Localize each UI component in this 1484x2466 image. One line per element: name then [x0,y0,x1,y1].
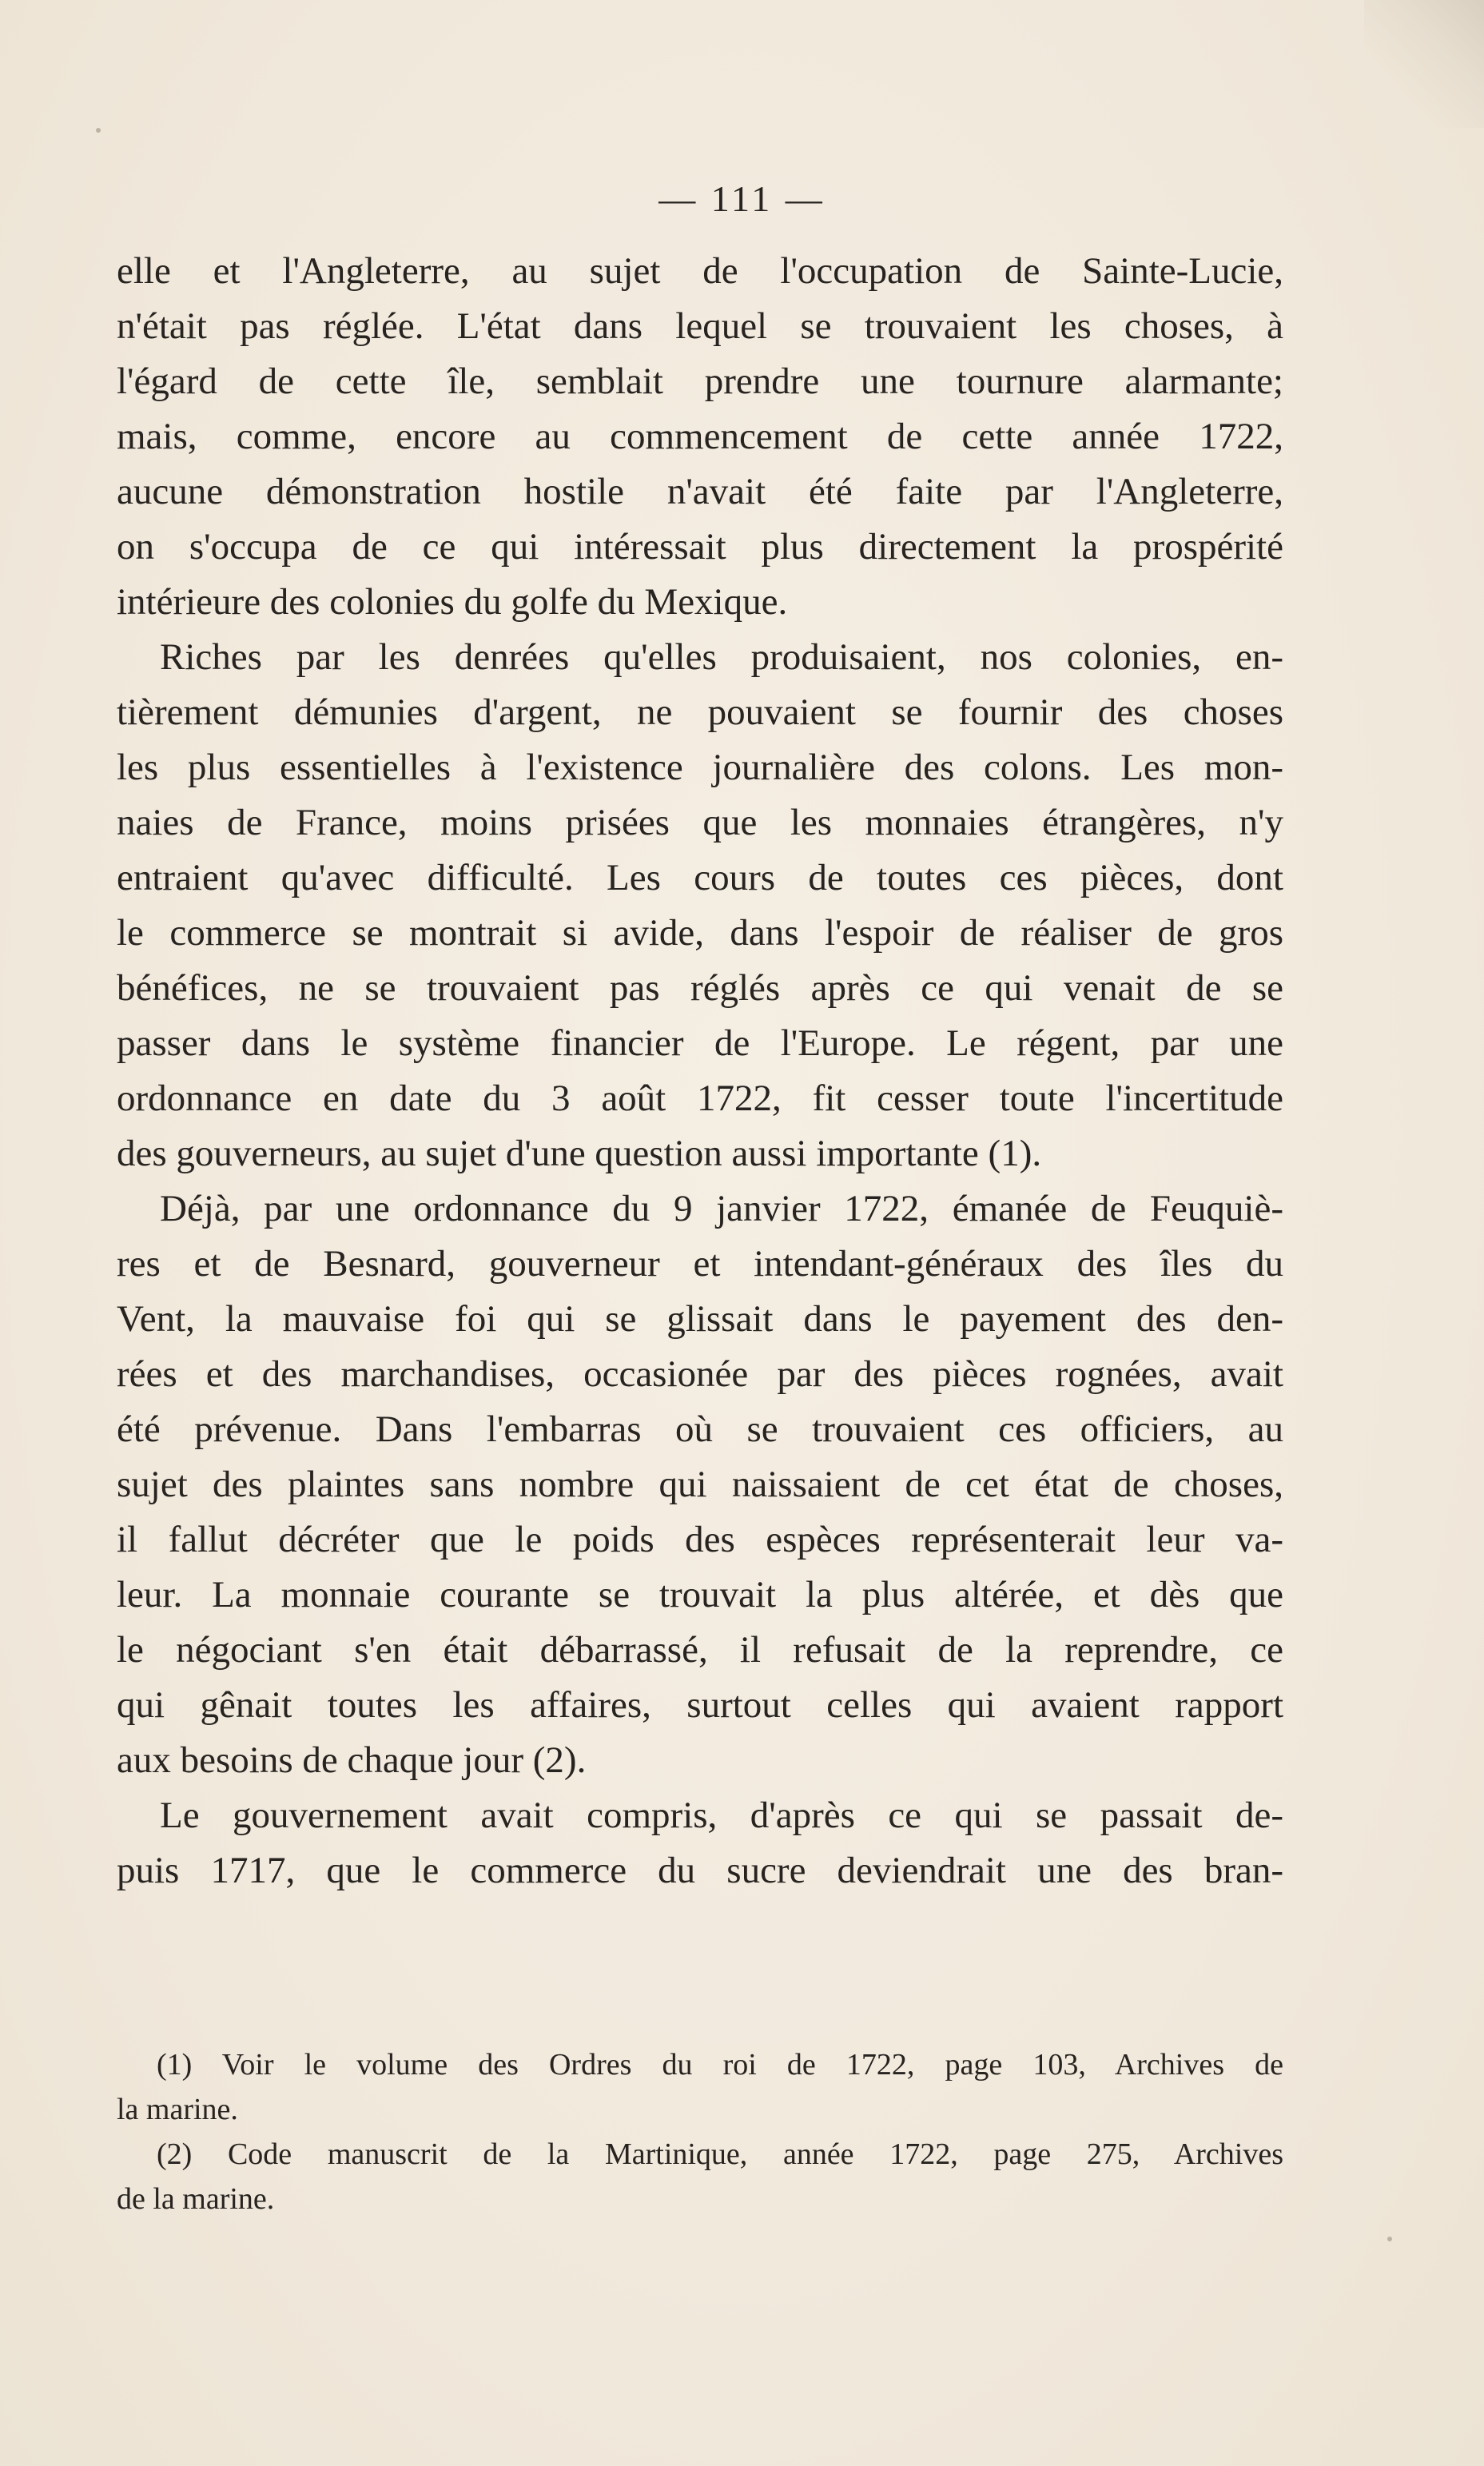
text-line: naies de France, moins prisées que les monnaies étrangères, n'y [117,802,1283,843]
text-line: il fallut décréter que le poids des espèces représenterait leur va- [117,1519,1283,1560]
text-line: bénéfices, ne se trouvaient pas réglés après ce qui venait de se [117,967,1283,1009]
paragraph [117,630,1283,1181]
footnote [117,2042,1283,2132]
text-line: intérieure des colonies du golfe du Mexique. [117,581,788,623]
text-line: entraient qu'avec difficulté. Les cours de toutes ces pièces, dont [117,857,1283,898]
footnote [117,2132,1283,2221]
text-line: sujet des plaintes sans nombre qui naissaient de cet état de choses, [117,1464,1283,1505]
footnote-line: (2) Code manuscrit de la Martinique, année 1722, page 275, Archives [157,2137,1283,2171]
text-line: puis 1717, que le commerce du sucre deviendrait une des bran- [117,1850,1283,1891]
text-line: l'égard de cette île, semblait prendre une tournure alarmante; [117,361,1283,402]
footnote-line: (1) Voir le volume des Ordres du roi de 1722, page 103, Archives de [157,2048,1283,2082]
footnote-line: la marine. [117,2093,238,2126]
paragraph [117,1181,1283,1788]
text-line: res et de Besnard, gouverneur et intendant-généraux des îles du [117,1243,1283,1285]
page-number: — 111 — [658,178,826,219]
paper-speck [1387,2237,1392,2241]
footnote-line: de la marine. [117,2182,275,2216]
text-line: Riches par les denrées qu'elles produisaient, nos colonies, en- [160,636,1283,678]
text-line: le négociant s'en était débarrassé, il refusait de la reprendre, ce [117,1629,1283,1671]
footnotes [117,2042,1283,2221]
paper-speck [96,128,101,133]
text-line: on s'occupa de ce qui intéressait plus directement la prospérité [117,526,1283,568]
text-line: les plus essentielles à l'existence journalière des colons. Les mon- [117,747,1283,788]
text-line: ordonnance en date du 3 août 1722, fit cesser toute l'incertitude [117,1078,1283,1119]
text-line: aux besoins de chaque jour (2). [117,1739,587,1781]
text-line: Le gouvernement avait compris, d'après ce qui se passait de- [160,1795,1283,1836]
text-line: elle et l'Angleterre, au sujet de l'occupation de Sainte-Lucie, [117,250,1283,292]
text-line: le commerce se montrait si avide, dans l'espoir de réaliser de gros [117,912,1283,954]
page-corner-shadow [1364,0,1484,128]
text-line: des gouverneurs, au sujet d'une question aussi importante (1). [117,1133,1042,1174]
text-line: qui gênait toutes les affaires, surtout celles qui avaient rapport [117,1684,1283,1726]
paragraph [117,244,1283,630]
text-line: n'était pas réglée. L'état dans lequel se trouvaient les choses, à [117,305,1283,347]
text-line: leur. La monnaie courante se trouvait la plus altérée, et dès que [117,1574,1283,1615]
text-line: Déjà, par une ordonnance du 9 janvier 1722, émanée de Feuquiè- [160,1188,1283,1229]
text-line: aucune démonstration hostile n'avait été faite par l'Angleterre, [117,471,1283,512]
paragraph [117,1788,1283,1898]
text-line: Vent, la mauvaise foi qui se glissait dans le payement des den- [117,1298,1283,1340]
text-line: été prévenue. Dans l'embarras où se trouvaient ces officiers, au [117,1408,1283,1450]
text-line: passer dans le système financier de l'Europe. Le régent, par une [117,1022,1283,1064]
text-line: rées et des marchandises, occasionée par des pièces rognées, avait [117,1353,1283,1395]
body-text [117,244,1283,1898]
text-line: mais, comme, encore au commencement de cette année 1722, [117,416,1283,457]
text-line: tièrement démunies d'argent, ne pouvaient se fournir des choses [117,691,1283,733]
